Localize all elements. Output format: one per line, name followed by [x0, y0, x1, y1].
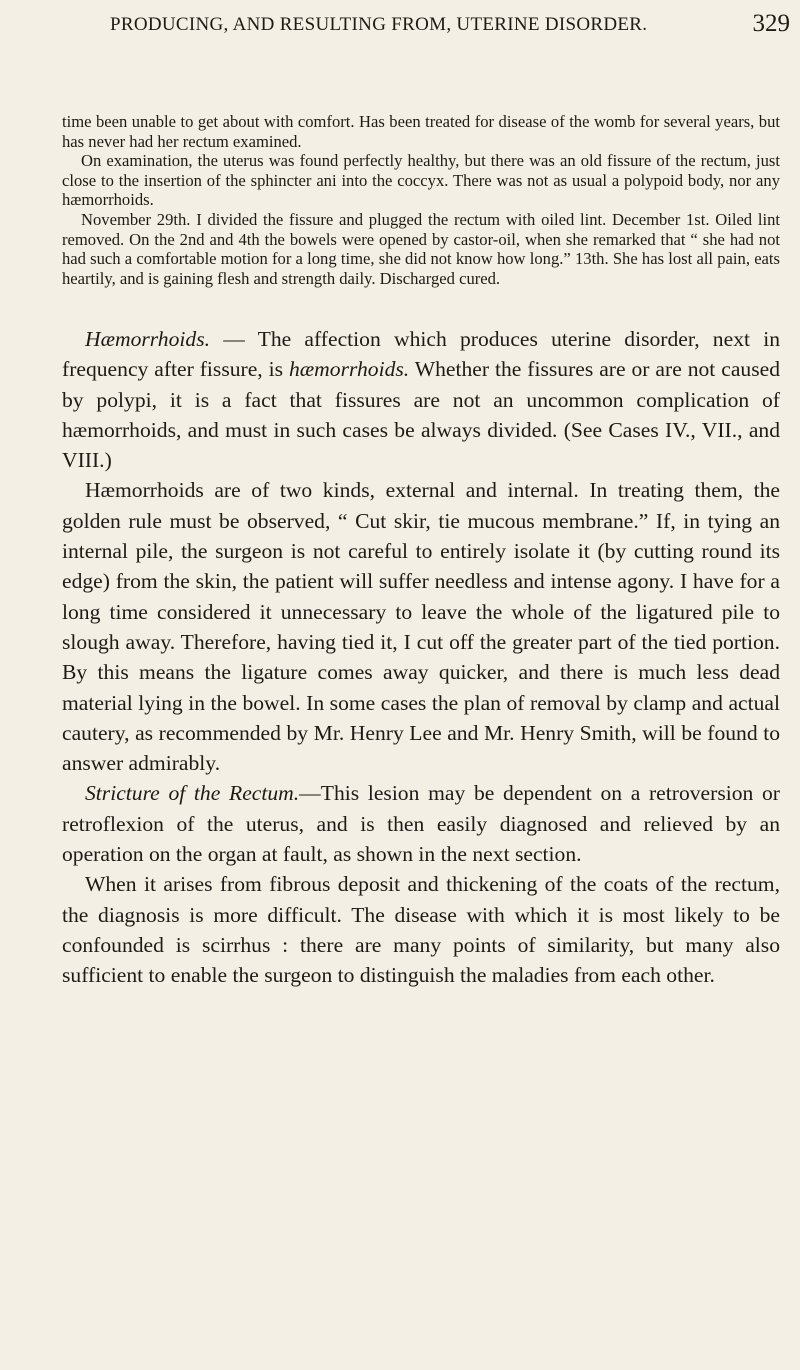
case-report: [62, 112, 780, 288]
body-text: — The affection which produces uterine disorder, next in frequency after fissure, is: [62, 327, 780, 382]
running-head: [110, 8, 790, 42]
case-report-paragraph: November 29th. I divided the fissure and plugged the rectum with oiled lint. December 1st. Oiled lint removed. On the 2nd and 4th the bowels were opened by castor-oil, when she remarked that “ she had not had such a comfortable motion for a long time, she did not know how long.” 13th. She has lost all pain, eats heartily, and is gaining flesh and strength daily. Discharged cured.: [62, 209, 780, 288]
body-text: —This lesion may be dependent on a retroversion or retroflexion of the uterus, and is then easily diagnosed and relieved by an operation on the organ at fault, as shown in the next section.: [62, 781, 780, 867]
section-heading-haemorrhoids: Hæmorrhoids.: [85, 327, 210, 351]
haemorrhoids-paragraph: Hæmorrhoids are of two kinds, external and internal. In treating them, the golden rule must be observed, “ Cut skir, tie mucous membrane.” If, in tying an internal pile, the surgeon is not careful to entirely isolate it (by cutting round its edge) from the skin, the patient will suffer needless and intense agony. I have for a long time considered it unnecessary to leave the whole of the ligatured pile to slough away. Therefore, having tied it, I cut off the greater part of the tied portion. By this means the ligature comes away quicker, and there is much less dead material lying in the bowel. In some cases the plan of removal by clamp and actual cautery, as recommended by Mr. Henry Lee and Mr. Henry Smith, will be found to answer admirably.: [62, 478, 780, 776]
body-text: Whether the fissures are or are not caused by polypi, it is a fact that fissures are not an uncommon complication of hæmorrhoids, and must in such cases be always divided. (See Cases IV., VII., and VIII.): [62, 357, 780, 473]
main-text: [62, 324, 780, 991]
stricture-paragraph: [62, 778, 780, 869]
haemorrhoids-paragraph: [62, 324, 780, 475]
running-title: PRODUCING, AND RESULTING FROM, UTERINE DISORDER.: [110, 14, 648, 35]
page-number: 329: [752, 10, 790, 37]
stricture-paragraph: When it arises from fibrous deposit and thickening of the coats of the rectum, the diagnosis is more difficult. The disease with which it is most likely to be confounded is scirrhus : there are many points of similarity, but many also sufficient to enable the surgeon to distinguish the maladies from each other.: [62, 872, 780, 988]
italic-term: hæmorrhoids.: [288, 357, 410, 382]
section-heading-stricture: Stricture of the Rectum.: [85, 781, 300, 806]
case-report-paragraph: time been unable to get about with comfort. Has been treated for disease of the womb for several years, but has never had her rectum examined.: [62, 112, 780, 151]
case-report-paragraph: On examination, the uterus was found perfectly healthy, but there was an old fissure of the rectum, just close to the insertion of the sphincter ani into the coccyx. There was not as usual a polypoid body, nor any hæmorrhoids.: [62, 151, 780, 210]
